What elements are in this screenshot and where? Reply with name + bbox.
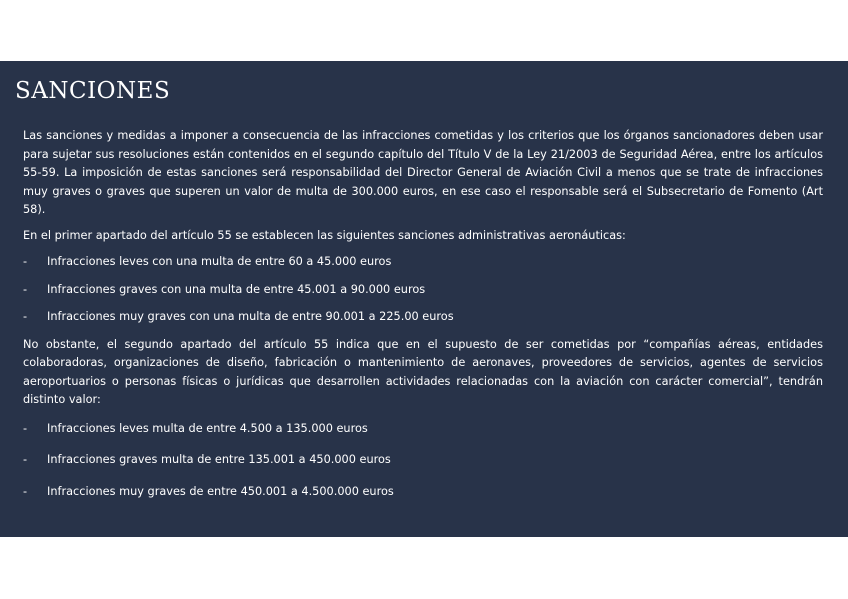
dash-bullet: - (23, 310, 28, 323)
dash-bullet: - (23, 453, 28, 466)
sanctions-list-general (23, 253, 823, 327)
list-item (23, 420, 823, 439)
dash-bullet: - (23, 484, 28, 498)
list-item (23, 253, 823, 272)
list-item (23, 451, 823, 470)
list-item-text: Infracciones graves multa de entre 135.001 a 450.000 euros (47, 453, 391, 466)
slide-title: SANCIONES (15, 78, 171, 104)
list-item-text: Infracciones muy graves de entre 450.001 a 4.500.000 euros (47, 484, 394, 498)
list-item-text: Infracciones muy graves con una multa de entre 90.001 a 225.00 euros (47, 310, 454, 323)
list-item (23, 483, 823, 502)
slide-body (23, 127, 823, 501)
intro-paragraph: Las sanciones y medidas a imponer a consecuencia de las infracciones cometidas y los criterios que los órganos sancionadores deben usar para sujetar sus resoluciones están contenidos en el segundo capítulo del Título V de la Ley 21/2003 de Seguridad Aérea, entre los artículos 55-59. La imposición de estas sanciones será responsabilidad del Director General de Aviación Civil a menos que se trate de infracciones muy graves o graves que superen un valor de multa de 300.000 euros, en ese caso el responsable será el Subsecretario de Fomento (Art 58). (23, 129, 823, 216)
lead-paragraph: En el primer apartado del artículo 55 se establecen las siguientes sanciones administrativas aeronáuticas: (23, 228, 626, 242)
dash-bullet: - (23, 421, 28, 435)
dash-bullet: - (23, 282, 28, 296)
list-item-text: Infracciones leves multa de entre 4.500 a 135.000 euros (47, 421, 368, 435)
list-item (23, 308, 823, 327)
exception-paragraph: No obstante, el segundo apartado del artículo 55 indica que en el supuesto de ser cometidas por “compañías aéreas, entidades colaboradoras, organizaciones de diseño, fabricación o mantenimiento de aeronaves, proveedores de servicios, agentes de servicios aeroportuarios o personas físicas o jurídicas que desarrollen actividades relacionadas con la aviación con carácter comercial”, tendrán distinto valor: (23, 337, 823, 406)
list-item-text: Infracciones leves con una multa de entre 60 a 45.000 euros (47, 255, 392, 268)
list-item-text: Infracciones graves con una multa de entre 45.001 a 90.000 euros (47, 282, 426, 296)
slide (0, 61, 848, 537)
sanctions-list-commercial (23, 420, 823, 502)
dash-bullet: - (23, 255, 28, 268)
list-item (23, 281, 823, 300)
